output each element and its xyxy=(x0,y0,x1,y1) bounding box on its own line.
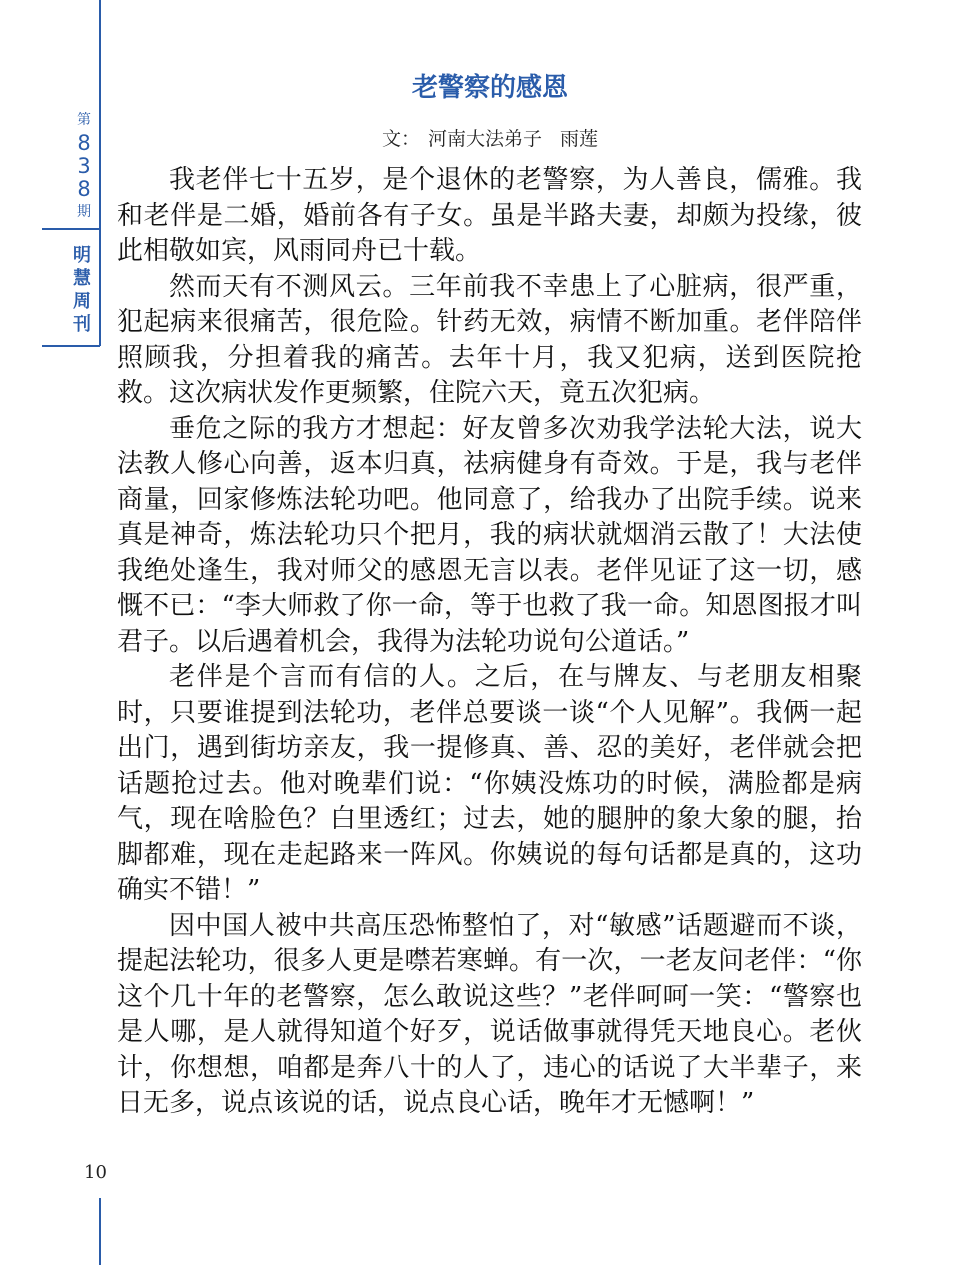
article-paragraph: 我老伴七十五岁，是个退休的老警察，为人善良，儒雅。我和老伴是二婚，婚前各有子女。虽是半路夫妻，却颇为投缘，彼此相敬如宾，风雨同舟已十载。 xyxy=(117,165,862,266)
sidebar-divider xyxy=(42,345,100,347)
article-paragraph: 然而天有不测风云。三年前我不幸患上了心脏病，很严重，犯起病来很痛苦，很危险。针药无效，病情不断加重。老伴陪伴照顾我，分担着我的痛苦。去年十月，我又犯病，送到医院抢救。这次病状发作更频繁，住院六天，竟五次犯病。 xyxy=(117,271,862,408)
magazine-name-char: 慧 xyxy=(73,268,91,289)
page-number: 10 xyxy=(84,1162,107,1183)
sidebar-divider xyxy=(42,228,100,230)
magazine-name-char: 刊 xyxy=(73,314,91,335)
issue-digit: 8 xyxy=(77,131,91,155)
issue-suffix: 期 xyxy=(77,204,91,220)
magazine-name-char: 周 xyxy=(73,291,91,312)
article-body xyxy=(117,163,862,1122)
magazine-name xyxy=(69,244,95,336)
article-paragraph: 因中国人被中共高压恐怖整怕了，对“敏感”话题避而不谈，提起法轮功，很多人更是噤若寒蝉。有一次，一老友问老伴：“你这个几十年的老警察，怎么敢说这些？”老伴呵呵一笑：“警察也是人哪，是人就得知道个好歹，说话做事就得凭天地良心。老伙计，你想想，咱都是奔八十的人了，违心的话说了大半辈子，来日无多，说点该说的话，说点良心话，晚年才无憾啊！” xyxy=(117,910,862,1118)
issue-digit: 3 xyxy=(77,154,91,178)
byline-author-name: 雨莲 xyxy=(560,128,599,150)
issue-number xyxy=(44,132,124,201)
byline-prefix: 文： xyxy=(381,128,420,150)
article-title: 老警察的感恩 xyxy=(411,73,568,103)
issue-prefix: 第 xyxy=(77,112,91,128)
article-byline xyxy=(120,124,860,151)
issue-digit: 8 xyxy=(77,177,91,201)
byline-author-group: 河南大法弟子 xyxy=(427,128,542,150)
article-paragraph: 老伴是个言而有信的人。之后，在与牌友、与老朋友相聚时，只要谁提到法轮功，老伴总要谈一谈“个人见解”。我俩一起出门，遇到街坊亲友，我一提修真、善、忍的美好，老伴就会把话题抢过去。他对晚辈们说：“你姨没炼功的时候，满脸都是病气，现在啥脸色？白里透红；过去，她的腿肿的象大象的腿，抬脚都难，现在走起路来一阵风。你姨说的每句话都是真的，这功确实不错！” xyxy=(117,662,862,905)
magazine-name-char: 明 xyxy=(73,245,91,266)
article-paragraph: 垂危之际的我方才想起：好友曾多次劝我学法轮大法，说大法教人修心向善，返本归真，祛病健身有奇效。于是，我与老伴商量，回家修炼法轮功吧。他同意了，给我办了出院手续。说来真是神奇，炼法轮功只个把月，我的病状就烟消云散了！大法使我绝处逢生，我对师父的感恩无言以表。老伴见证了这一切，感慨不已：“李大师救了你一命，等于也救了我一命。知恩图报才叫君子。以后遇着机会，我得为法轮功说句公道话。” xyxy=(117,413,862,657)
margin-rule-bottom xyxy=(99,1198,101,1265)
issue-label xyxy=(44,100,99,230)
